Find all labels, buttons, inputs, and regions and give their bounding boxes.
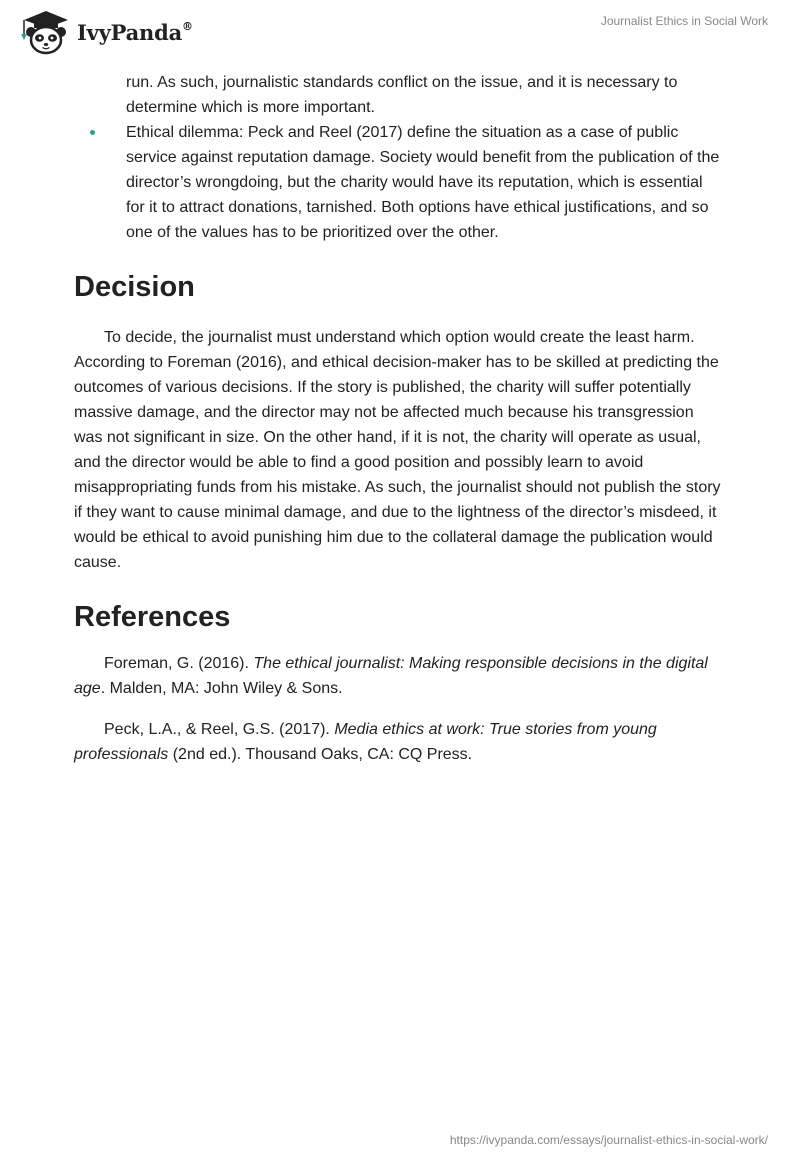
list-item-text: Ethical dilemma: Peck and Reel (2017) define the situation as a case of public service against reputation damage. Society would benefit from the publication of the director’s wrongdoing, but the charity would have its reputation, which is essential for it to attract donations, tarnished. Both options have ethical justifications, and so one of the values has to be prioritized over the other.: [126, 124, 720, 241]
decision-paragraph: To decide, the journalist must understand which option would create the least harm. According to Foreman (2016), and ethical decision-maker has to be skilled at predicting the outcomes of various decisions. If the story is published, the charity will suffer potentially massive damage, and the director may not be affected much because his transgression was not significant in size. On the other hand, if it is not, the charity will operate as usual, and the director would be able to find a good position and possibly learn to avoid misappropriating funds from his mistake. As such, the journalist should not publish the story if they want to cause minimal damage, and due to the lightness of the director’s misdeed, it would be ethical to avoid punishing him due to the collateral damage the publication would cause.: [74, 329, 721, 571]
registered-mark: ®: [182, 19, 193, 33]
document-title: Journalist Ethics in Social Work: [600, 14, 768, 28]
ivypanda-logo[interactable]: [16, 8, 193, 56]
essay-content: [74, 70, 724, 767]
references-heading: References: [74, 601, 231, 633]
reference-authors: Foreman, G. (2016).: [104, 655, 254, 672]
list-item: [74, 120, 724, 245]
brand-name: IvyPanda®: [77, 19, 193, 45]
reference-authors: Peck, L.A., & Reel, G.S. (2017).: [104, 721, 335, 738]
bullet-list: [74, 70, 724, 245]
bullet-dot-icon: [90, 130, 95, 135]
reference-publisher: . Malden, MA: John Wiley & Sons.: [100, 680, 343, 697]
reference-publisher: (2nd ed.). Thousand Oaks, CA: CQ Press.: [168, 746, 473, 763]
reference-entry: [74, 651, 724, 701]
panda-graduation-cap-icon: [16, 8, 74, 56]
page-header: [0, 0, 800, 62]
decision-heading: Decision: [74, 271, 195, 303]
reference-title: The ethical journalist: Making responsible decisions in the digital age: [74, 655, 708, 697]
source-url-link[interactable]: https://ivypanda.com/essays/journalist-ethics-in-social-work/: [449, 1133, 768, 1147]
reference-title: Media ethics at work: True stories from young professionals: [74, 721, 657, 763]
list-item: [74, 70, 724, 120]
list-item-text: run. As such, journalistic standards conflict on the issue, and it is necessary to determine which is more important.: [126, 74, 678, 116]
reference-entry: [74, 717, 724, 767]
